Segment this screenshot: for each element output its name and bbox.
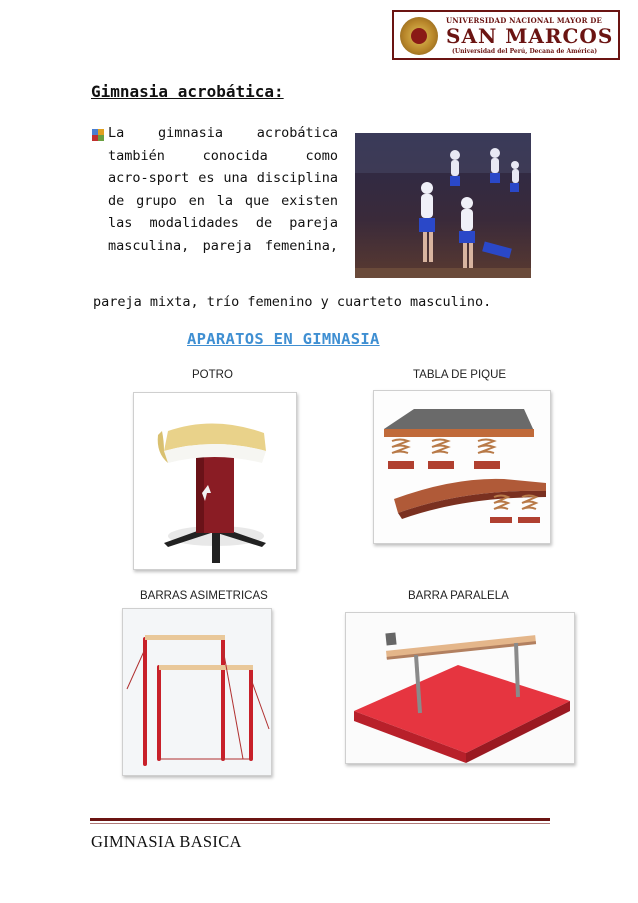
paragraph-last-line: pareja mixta, trío femenino y cuarteto masculino. [93,294,492,310]
university-seal-icon [400,17,438,55]
paragraph-line: La gimnasia acrobática [108,125,338,141]
tabla-de-pique-image [373,390,551,544]
footer-rule-thin [90,823,550,824]
barras-asimetricas-image [122,608,272,776]
footer-rule [90,818,550,821]
caption-barra-paralela: BARRA PARALELA [408,590,509,602]
footer-text: GIMNASIA BASICA [91,832,242,851]
paragraph-body [108,122,338,257]
paragraph-line: las modalidades de pareja [108,215,338,231]
paragraph-line: también conocida como [108,147,338,164]
caption-barras-asimetricas: BARRAS ASIMETRICAS [140,590,268,602]
paragraph-line: acro-sport es una disciplina [108,170,338,186]
paragraph-line: de grupo en la que existen [108,192,338,209]
apparatus-title: APARATOS EN GIMNASIA [187,330,380,348]
barra-paralela-image [345,612,575,764]
logo-line-2: SAN MARCOS [446,24,614,48]
paragraph-line: masculina, pareja femenina, [108,237,338,254]
diamond-bullet-icon [91,128,105,142]
caption-potro: POTRO [192,369,233,381]
acrobatic-gymnastics-photo [355,133,531,278]
logo-line-3: (Universidad del Perú, Decana de América) [452,48,598,55]
potro-image [133,392,297,570]
caption-tabla-de-pique: TABLA DE PIQUE [413,369,507,381]
logo-line-1: UNIVERSIDAD NACIONAL MAYOR DE [446,16,603,25]
section-heading: Gimnasia acrobática: [91,82,284,101]
university-logo [392,10,620,60]
